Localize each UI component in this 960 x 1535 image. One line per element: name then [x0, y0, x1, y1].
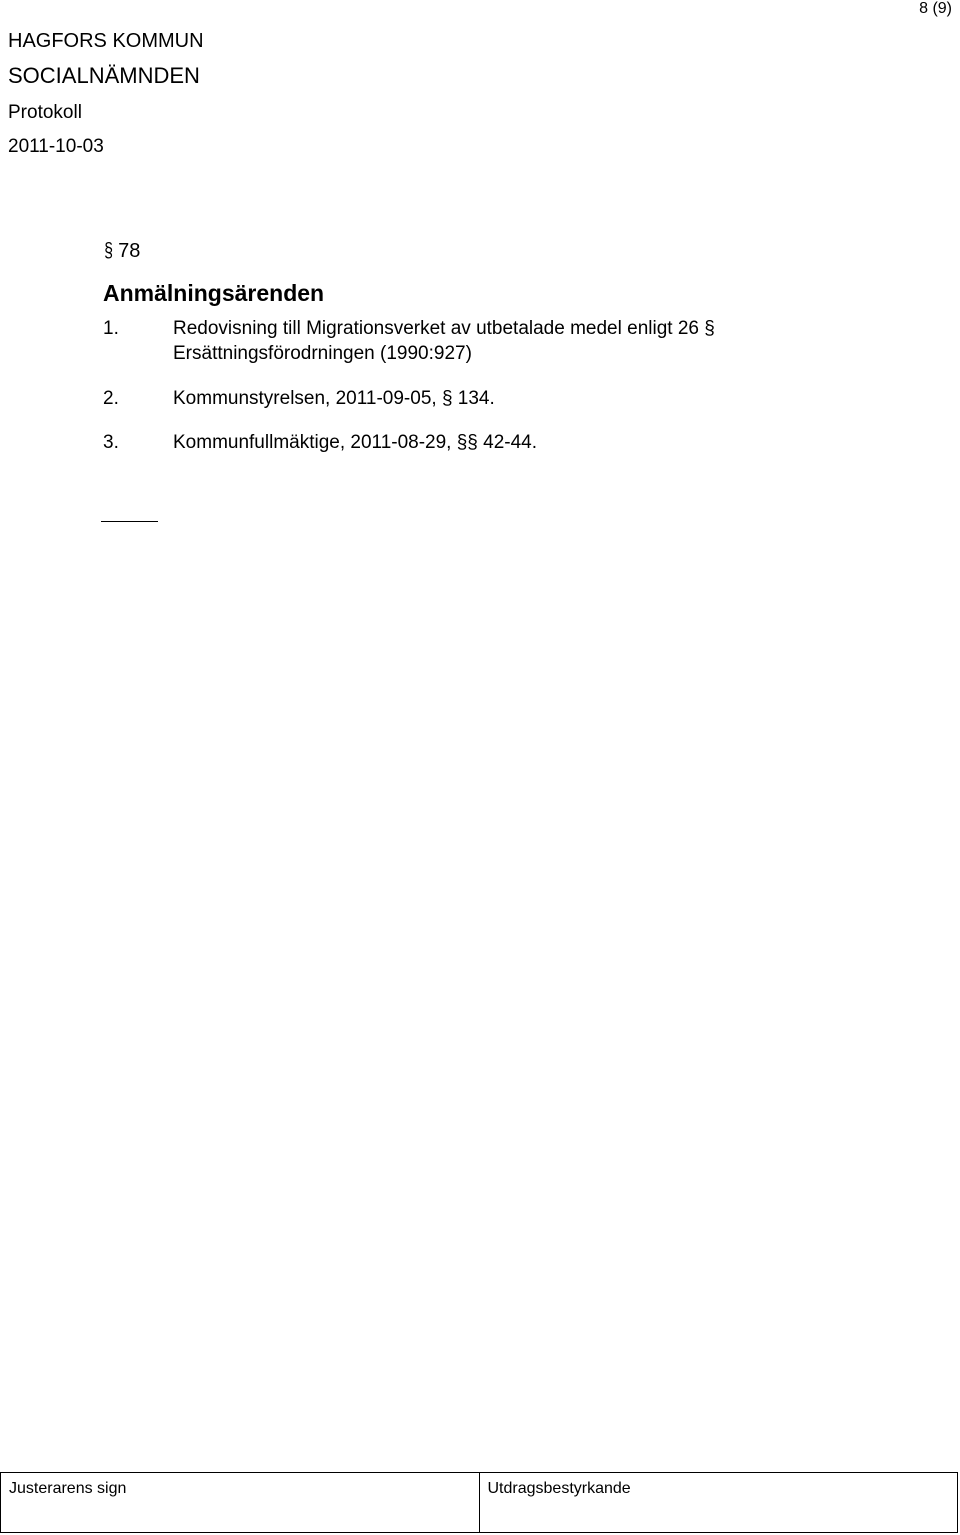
department-name: SOCIALNÄMNDEN: [8, 63, 200, 88]
footer-cell-certification: [479, 1473, 958, 1532]
list-item-text-continued: Ersättningsförodrningen (1990:927): [173, 343, 472, 364]
page-number: 8 (9): [919, 0, 952, 17]
list-item-number: 1.: [103, 318, 119, 339]
certification-label: Utdragsbestyrkande: [487, 1480, 631, 1497]
signer-sign-label: Justerarens sign: [9, 1480, 127, 1497]
organization-name: HAGFORS KOMMUN: [8, 30, 204, 52]
list-item-text: Kommunfullmäktige, 2011-08-29, §§ 42-44.: [173, 432, 538, 453]
document-type: Protokoll: [8, 102, 82, 123]
list-item-number: 2.: [103, 388, 119, 409]
signature-footer: [0, 1472, 958, 1533]
separator-line: [101, 521, 158, 522]
paragraph-number: [103, 240, 140, 263]
section-title: Anmälningsärenden: [103, 280, 325, 306]
list-item-text: Redovisning till Migrationsverket av utbetalade medel enligt 26 §: [173, 318, 715, 339]
footer-cell-signer: [1, 1473, 479, 1532]
list-item-number: 3.: [103, 432, 119, 453]
paragraph-symbol: §: [104, 240, 114, 262]
document-date: 2011-10-03: [8, 136, 104, 157]
paragraph-number-value: 78: [118, 240, 141, 262]
list-item-text: Kommunstyrelsen, 2011-09-05, § 134.: [173, 388, 495, 409]
